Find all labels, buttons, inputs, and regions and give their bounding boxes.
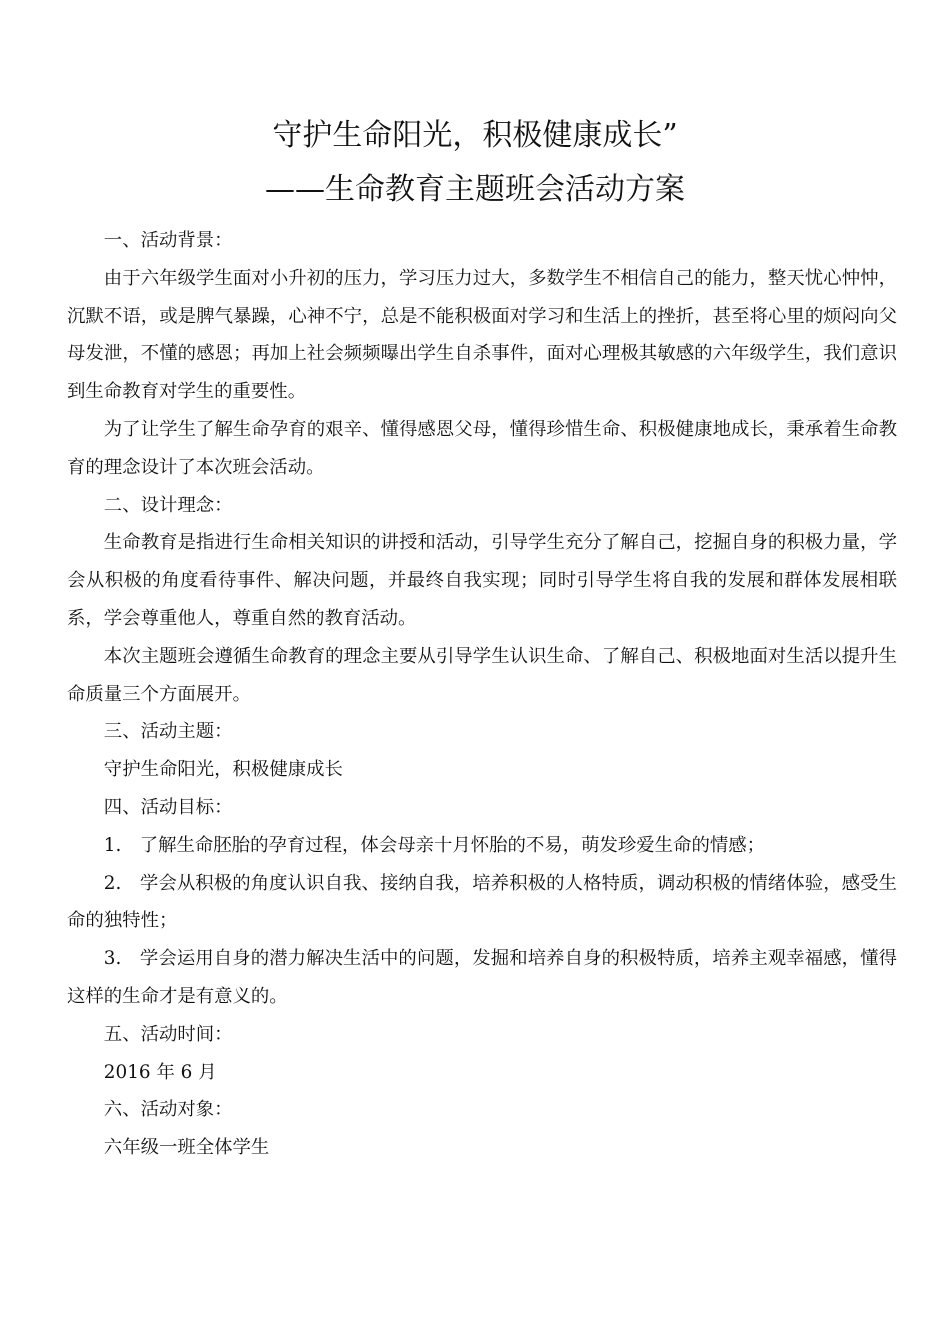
paragraph-audience: 六年级一班全体学生 bbox=[103, 1137, 270, 1159]
paragraph-background: 由于六年级学生面对小升初的压力，学习压力过大，多数学生不相信自己的能力，整天忧心忡忡，沉默不语，或是脾气暴躁，心神不宁，总是不能积极面对学习和生活上的挫折，甚至将心里的烦闷向父母发泄，不懂的感恩；再加上社会频频曝出学生自杀事件，面对心理极其敏感的六年级学生，我们意识到生命教育对学生的重要性。 bbox=[67, 267, 897, 403]
section-heading-goals: 四、活动目标： bbox=[103, 796, 233, 818]
goal-item: 3. 学会运用自身的潜力解决生活中的问题，发掘和培养自身的积极特质，培养主观幸福感，懂得这样的生命才是有意义的。 bbox=[67, 948, 897, 1007]
goal-item: 2. 学会从积极的角度认识自我、接纳自我，培养积极的人格特质，调动积极的情绪体验，感受生命的独特性； bbox=[67, 872, 897, 932]
section-heading-background: 一、活动背景： bbox=[103, 230, 233, 251]
paragraph-design-concept: 生命教育是指进行生命相关知识的讲授和活动，引导学生充分了解自己，挖掘自身的积极力量，学会从积极的角度看待事件、解决问题，并最终自我实现；同时引导学生将自我的发展和群体发展相联系，学会尊重他人，尊重自然的教育活动。 bbox=[67, 532, 897, 629]
section-heading-design: 二、设计理念： bbox=[103, 494, 233, 516]
document-title: 守护生命阳光，积极健康成长” bbox=[272, 118, 678, 153]
paragraph-purpose: 为了让学生了解生命孕育的艰辛、懂得感恩父母，懂得珍惜生命、积极健康地成长，秉承着生命教育的理念设计了本次班会活动。 bbox=[67, 418, 897, 478]
section-heading-theme: 三、活动主题： bbox=[103, 721, 233, 743]
paragraph-design-scope: 本次主题班会遵循生命教育的理念主要从引导学生认识生命、了解自己、积极地面对生活以提升生命质量三个方面展开。 bbox=[67, 645, 897, 705]
paragraph-time: 2016 年 6 月 bbox=[103, 1061, 217, 1083]
section-heading-time: 五、活动时间： bbox=[103, 1023, 233, 1045]
section-heading-audience: 六、活动对象： bbox=[103, 1099, 233, 1121]
paragraph-theme: 守护生命阳光，积极健康成长 bbox=[103, 759, 343, 781]
document-subtitle: ——生命教育主题班会活动方案 bbox=[265, 172, 685, 207]
document-body bbox=[67, 222, 897, 1167]
goal-item: 1. 了解生命胚胎的孕育过程，体会母亲十月怀胎的不易，萌发珍爱生命的情感； bbox=[103, 834, 766, 856]
